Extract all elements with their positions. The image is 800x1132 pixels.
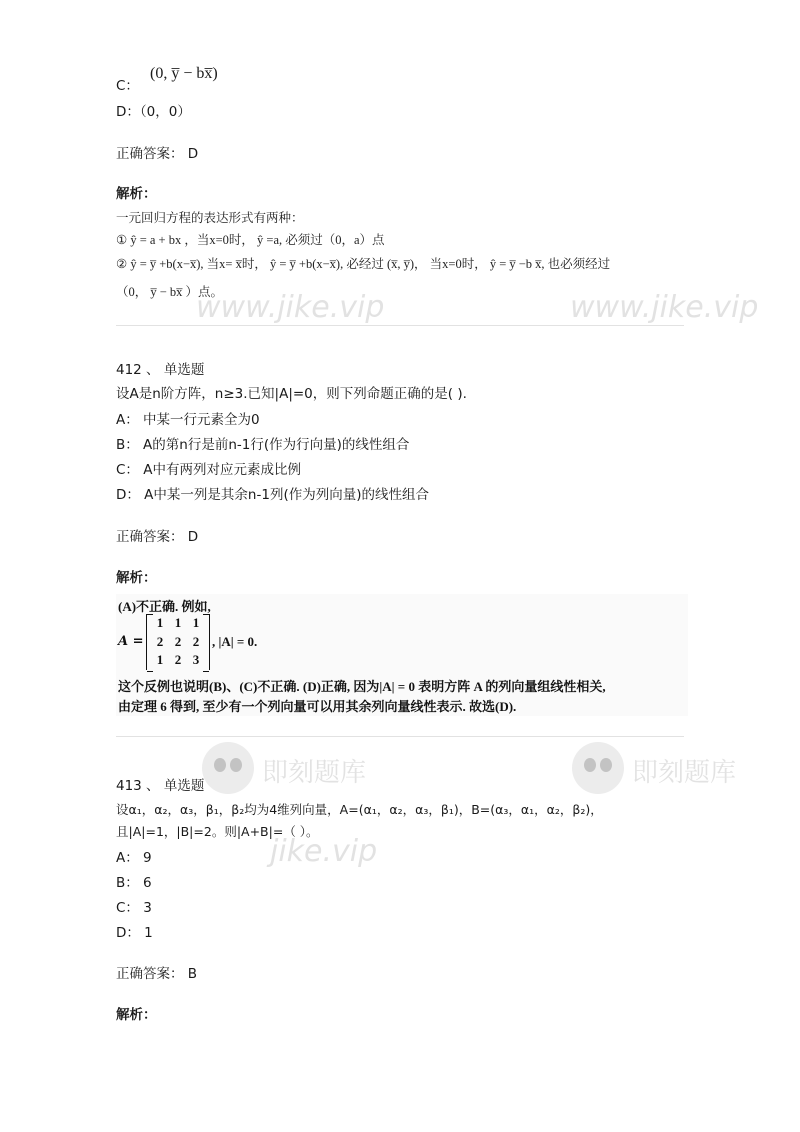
q411-explain-line: 一元回归方程的表达形式有两种： [116,211,304,225]
matrix-cell: 1 [174,615,182,630]
watermark-text: jike.vip [270,834,378,869]
matrix-cell: 2 [174,652,182,667]
watermark-brand: 即刻题库 [632,758,737,788]
watermark-brand: 即刻题库 [262,758,367,788]
matrix-cell: 2 [174,634,182,649]
matrix-cell: 3 [192,652,200,667]
matrix-cell: 2 [156,634,164,649]
q412-explain-line1: (A)不正确. 例如, [118,599,211,614]
q413-stem-line1: 设α₁，α₂，α₃，β₁，β₂均为4维列向量，A=(α₁，α₂，α₃，β₁)，B=(α₃，α₁，α₂，β₂)， [116,802,603,817]
q413-header: 413 、 单选题 [116,778,205,794]
panda-logo-icon [572,742,624,794]
q412-answer: 正确答案： D [116,529,199,545]
q413-option-b: B： 6 [116,875,152,891]
q411-explain-line: （0， y̅ − bx̅ ）点。 [116,285,224,299]
q412-option-c: C： A中有两列对应元素成比例 [116,462,301,478]
matrix-cell: 1 [156,652,164,667]
q411-option-d: D：（0，0） [116,104,191,120]
q413-option-a: A： 9 [116,850,152,866]
matrix-cell: 1 [192,615,200,630]
watermark-text: www.jike.vip [570,290,759,325]
q412-stem: 设A是n阶方阵，n≥3.已知|A|=0，则下列命题正确的是( ). [116,386,467,402]
section-divider [116,736,684,737]
q412-option-a: A： 中某一行元素全为0 [116,412,260,428]
q412-explain-line3: 这个反例也说明(B)、(C)不正确. (D)正确, 因为|A| = 0 表明方阵 A 的列向量组线性相关, [118,679,606,694]
q412-option-b: B： A的第n行是前n-1行(作为行向量)的线性组合 [116,437,410,453]
q411-explanation [116,206,688,306]
q412-explanation [116,594,688,716]
q413-option-d: D： 1 [116,925,153,941]
q411-option-c-label: C： [116,78,139,94]
q411-analysis-label: 解析： [116,186,157,202]
q412-analysis-label: 解析： [116,570,157,586]
q411-explain-line: ① ŷ = a + bx ，当x=0时， ŷ =a, 必须过（0，a）点 [116,233,385,247]
matrix-cell: 1 [156,615,164,630]
section-divider [116,325,684,326]
panda-logo-icon [202,742,254,794]
q411-answer: 正确答案： D [116,146,199,162]
q411-explain-line: ② ŷ = y̅ +b(x−x̅), 当x= x̅时， ŷ = y̅ +b(x−x̅), 必经过 (x̅, y̅)， 当x=0时， ŷ = y̅ −b x̅, 也必须经过 [116,257,611,271]
q413-stem-line2: 且|A|=1，|B|=2。则|A+B|=（ ）。 [116,824,319,839]
q411-option-c-formula: (0, y̅ − bx̅) [150,65,218,82]
q413-answer: 正确答案： B [116,966,198,982]
q413-analysis-label: 解析： [116,1007,157,1023]
q412-option-d: D： A中某一列是其余n-1列(作为列向量)的线性组合 [116,487,429,503]
q413-option-c: C： 3 [116,900,152,916]
matrix-cell: 2 [192,634,200,649]
watermark-text: www.jike.vip [196,290,385,325]
q412-matrix [146,614,210,670]
q412-matrix-label: A = [118,634,144,649]
q412-header: 412 、 单选题 [116,362,205,378]
q412-explain-line4: 由定理 6 得到, 至少有一个列向量可以用其余列向量线性表示. 故选(D). [118,699,517,714]
q412-det-text: , |A| = 0. [212,634,258,649]
